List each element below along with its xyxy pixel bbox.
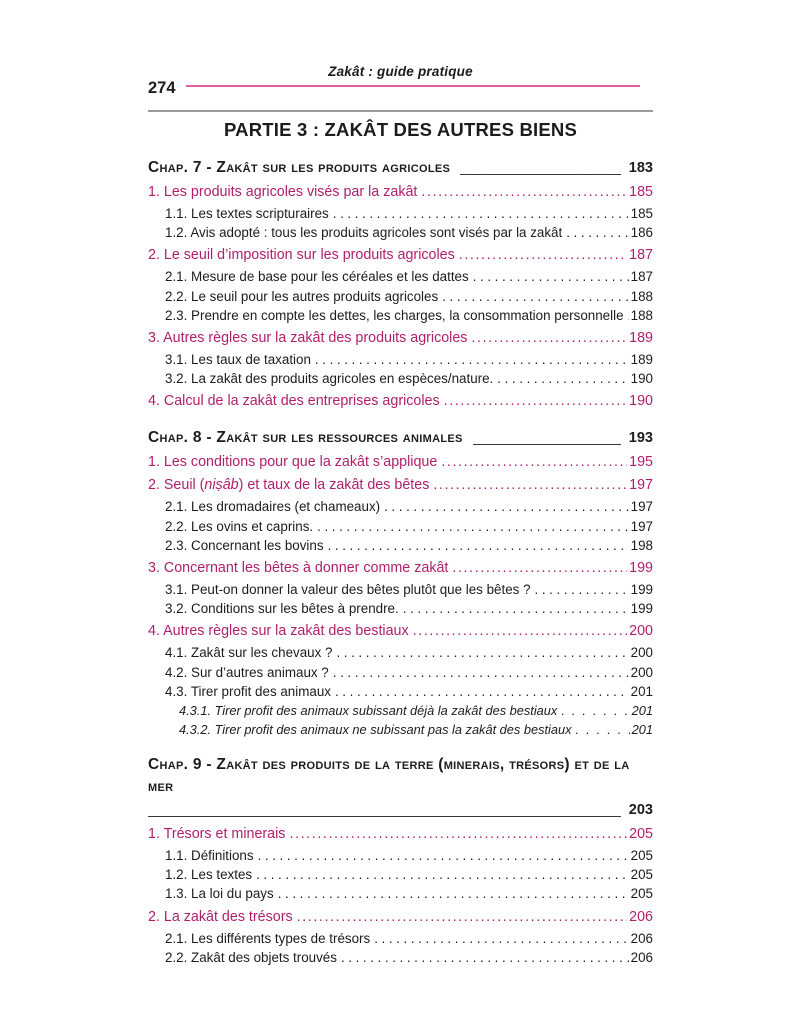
- dot-leader: [442, 287, 628, 306]
- dot-leader: [278, 884, 629, 903]
- leader-line: [460, 156, 621, 179]
- dot-leader: [535, 580, 629, 599]
- entry-text: 4.2. Sur d’autres animaux ?: [165, 664, 329, 680]
- folio-row: [148, 78, 653, 98]
- toc-entry: [148, 391, 653, 411]
- entry-text: 4.3.1. Tirer profit des animaux subissant déjà la zakât des bestiaux: [179, 703, 558, 719]
- entry-text: 2. La zakât des trésors: [148, 908, 293, 925]
- dot-leader: [471, 328, 627, 348]
- entry-label: [148, 452, 437, 472]
- toc-entry: [148, 287, 653, 306]
- dot-leader: [384, 497, 629, 516]
- entry-page-number: 206: [629, 908, 653, 925]
- entry-text: 3.2. La zakât des produits agricoles en espèces/nature.: [165, 371, 494, 387]
- entry-text: 4. Autres règles sur la zakât des bestiaux: [148, 623, 409, 640]
- toc-entry: [148, 824, 653, 844]
- entry-page-number: 201: [631, 722, 653, 738]
- dot-leader: [433, 475, 627, 495]
- entry-text: 2.2. Les ovins et caprins.: [165, 518, 314, 534]
- entry-page-number: 189: [630, 352, 653, 368]
- toc-entry: [148, 182, 653, 202]
- running-title: Zakât : guide pratique: [328, 64, 473, 79]
- entry-text: 2.2. Zakât des objets trouvés: [165, 949, 337, 965]
- entry-page-number: 201: [630, 683, 653, 699]
- entry-page-number: 187: [630, 269, 653, 285]
- entry-text: 1. Les conditions pour que la zakât s’applique: [148, 454, 438, 471]
- entry-label: [165, 350, 311, 369]
- entry-text: 3.1. Les taux de taxation: [165, 352, 311, 368]
- entry-text: 4.3. Tirer profit des animaux: [165, 683, 331, 699]
- toc-entry: [148, 475, 653, 495]
- entry-label: [148, 475, 429, 495]
- entry-text: 2. Le seuil d’imposition sur les produits agricoles: [148, 247, 455, 264]
- toc-entry: [148, 306, 653, 325]
- toc-entry: [148, 267, 653, 286]
- toc-entry: [148, 643, 653, 662]
- toc-entry: [148, 204, 653, 223]
- entry-label: [165, 306, 624, 325]
- chapter-title: Chap. 8 - Zakât sur les ressources animales: [148, 429, 463, 447]
- toc-entry: [148, 452, 653, 472]
- entry-label: [165, 369, 493, 388]
- entry-page-number: 200: [630, 645, 653, 661]
- entry-text: 2.1. Les différents types de trésors: [165, 930, 371, 946]
- entry-text: 1.2. Avis adopté : tous les produits agricoles sont visés par la zakât: [165, 225, 563, 241]
- entry-label: [165, 204, 329, 223]
- leader-line: [473, 426, 621, 449]
- entry-page-number: 187: [629, 247, 653, 264]
- dot-leader: [561, 701, 629, 720]
- entry-page-number: 198: [630, 537, 653, 553]
- chapter-9: [148, 754, 653, 967]
- entry-text: ) et taux de la zakât des bêtes: [238, 477, 430, 494]
- entry-label: [148, 824, 285, 844]
- entry-label: [179, 701, 557, 720]
- leader-line: [148, 798, 621, 821]
- entry-page-number: 205: [629, 826, 653, 843]
- entry-label: [165, 682, 331, 701]
- dot-leader: [566, 223, 628, 242]
- entry-page-number: 200: [630, 664, 653, 680]
- entry-text: 2.2. Le seuil pour les autres produits agricoles: [165, 288, 439, 304]
- chapter-8: [148, 426, 653, 739]
- dot-leader: [444, 391, 627, 411]
- entry-label: [165, 223, 562, 242]
- entry-label: [165, 865, 252, 884]
- entry-text: 1. Trésors et minerais: [148, 826, 286, 843]
- toc-entry: [148, 328, 653, 348]
- page-number: 274: [148, 79, 176, 97]
- entry-text: 1. Les produits agricoles visés par la zakât: [148, 184, 418, 200]
- entry-label: [165, 663, 329, 682]
- entry-text: 2.3. Prendre en compte les dettes, les charges, la consommation personnelle: [165, 307, 624, 323]
- entry-page-number: 185: [629, 184, 653, 200]
- dot-leader: [421, 182, 627, 202]
- entry-label: [148, 182, 417, 202]
- entry-page-number: 205: [630, 848, 653, 864]
- dot-leader: [452, 558, 627, 578]
- entry-label: [165, 599, 399, 618]
- entry-page-number: 199: [629, 560, 653, 577]
- toc-entry: [148, 907, 653, 927]
- toc-entry: [148, 663, 653, 682]
- entry-page-number: 188: [630, 288, 653, 304]
- dot-leader: [413, 621, 627, 641]
- entry-text: 2. Seuil (: [148, 477, 205, 494]
- entry-text: 3. Autres règles sur la zakât des produits agricoles: [148, 330, 468, 347]
- entry-page-number: 188: [630, 307, 653, 323]
- chapter-page-number: 203: [628, 802, 653, 819]
- dot-leader: [576, 720, 630, 739]
- entry-page-number: 186: [630, 225, 653, 241]
- entry-page-number: 201: [631, 703, 653, 719]
- entry-text: 1.2. Les textes: [165, 867, 253, 883]
- entry-label: [148, 907, 293, 927]
- entry-label: [165, 536, 324, 555]
- entry-label: [148, 328, 467, 348]
- toc-entry: [148, 223, 653, 242]
- part-title: PARTIE 3 : ZAKÂT DES AUTRES BIENS: [224, 119, 577, 140]
- entry-page-number: 190: [629, 393, 653, 410]
- entry-page-number: 197: [629, 477, 653, 494]
- chapter-heading-line2: [148, 798, 653, 821]
- toc-entry: [148, 884, 653, 903]
- chapter-page-number: 183: [628, 160, 653, 176]
- dot-leader: [333, 663, 629, 682]
- entry-page-number: 199: [630, 601, 653, 617]
- dot-leader: [497, 369, 628, 388]
- entry-label: [165, 517, 313, 536]
- entry-label: [148, 391, 440, 411]
- entry-page-number: 199: [630, 582, 653, 598]
- dot-leader: [256, 865, 629, 884]
- chapter-title: Chap. 7 - Zakât sur les produits agricoles: [148, 159, 451, 176]
- dot-leader: [335, 682, 629, 701]
- entry-text: 2.3. Concernant les bovins: [165, 537, 324, 553]
- toc-entry: [148, 536, 653, 555]
- entry-label: [165, 846, 254, 865]
- dot-leader: [297, 907, 628, 927]
- entry-text: 4.1. Zakât sur les chevaux ?: [165, 645, 333, 661]
- entry-text: 1.1. Les textes scripturaires: [165, 206, 329, 221]
- entry-page-number: 185: [630, 206, 653, 221]
- toc-entry: [148, 497, 653, 516]
- gray-rule: [148, 110, 653, 112]
- dot-leader: [315, 350, 629, 369]
- entry-text: niṣâb: [204, 477, 239, 494]
- entry-label: [148, 558, 448, 578]
- toc-entry: [148, 682, 653, 701]
- entry-page-number: 190: [630, 371, 653, 387]
- entry-label: [165, 287, 438, 306]
- toc-entry: [148, 580, 653, 599]
- entry-page-number: 206: [630, 949, 653, 965]
- toc-entry: [148, 948, 653, 967]
- chapter-heading: [148, 156, 653, 179]
- toc: [148, 156, 653, 967]
- toc-entry: [148, 929, 653, 948]
- entry-label: [165, 884, 274, 903]
- entry-text: 1.3. La loi du pays: [165, 886, 274, 902]
- toc-entry: [148, 350, 653, 369]
- chapter-title: Chap. 9 - Zakât des produits de la terre (minerais, trésors) et de la mer: [148, 756, 630, 796]
- dot-leader: [336, 643, 628, 662]
- entry-text: 3. Concernant les bêtes à donner comme zakât: [148, 560, 449, 577]
- chapter-7: [148, 156, 653, 411]
- entry-text: 1.1. Définitions: [165, 848, 254, 864]
- entry-label: [165, 948, 337, 967]
- dot-leader: [333, 204, 629, 223]
- entry-page-number: 189: [629, 330, 653, 347]
- entry-page-number: 195: [629, 454, 653, 471]
- toc-entry: [148, 517, 653, 536]
- entry-text: 3.1. Peut-on donner la valeur des bêtes plutôt que les bêtes ?: [165, 582, 531, 598]
- entry-label: [179, 720, 572, 739]
- dot-leader: [317, 517, 629, 536]
- entry-label: [165, 267, 469, 286]
- toc-entry: [148, 701, 653, 720]
- toc-entry: [148, 720, 653, 739]
- chapter-page-number: 193: [628, 430, 653, 447]
- toc-entry: [148, 558, 653, 578]
- entry-text: 4.3.2. Tirer profit des animaux ne subissant pas la zakât des bestiaux: [179, 722, 572, 738]
- toc-entry: [148, 865, 653, 884]
- entry-label: [165, 929, 370, 948]
- toc-entry: [148, 621, 653, 641]
- entry-label: [165, 497, 380, 516]
- entry-text: 4. Calcul de la zakât des entreprises agricoles: [148, 393, 440, 410]
- entry-label: [148, 621, 409, 641]
- toc-entry: [148, 369, 653, 388]
- dot-leader: [441, 452, 627, 472]
- dot-leader: [374, 929, 628, 948]
- chapter-heading: [148, 754, 653, 798]
- chapter-heading: [148, 426, 653, 449]
- entry-label: [165, 643, 332, 662]
- dot-leader: [459, 245, 627, 265]
- entry-label: [165, 580, 531, 599]
- entry-text: 2.1. Mesure de base pour les céréales et les dattes: [165, 269, 469, 285]
- toc-entry: [148, 846, 653, 865]
- entry-page-number: 205: [630, 867, 653, 883]
- toc-entry: [148, 245, 653, 265]
- entry-text: 2.1. Les dromadaires (et chameaux): [165, 499, 381, 515]
- entry-page-number: 200: [629, 623, 653, 640]
- entry-page-number: 197: [630, 499, 653, 515]
- pink-rule: [186, 85, 640, 87]
- toc-entry: [148, 599, 653, 618]
- entry-page-number: 197: [630, 518, 653, 534]
- entry-page-number: 205: [630, 886, 653, 902]
- dot-leader: [328, 536, 629, 555]
- dot-leader: [473, 267, 629, 286]
- dot-leader: [341, 948, 629, 967]
- dot-leader: [258, 846, 629, 865]
- entry-text: 3.2. Conditions sur les bêtes à prendre.: [165, 601, 399, 617]
- dot-leader: [403, 599, 629, 618]
- entry-page-number: 206: [630, 930, 653, 946]
- dot-leader: [289, 824, 627, 844]
- entry-label: [148, 245, 455, 265]
- dot-leader: [628, 306, 629, 325]
